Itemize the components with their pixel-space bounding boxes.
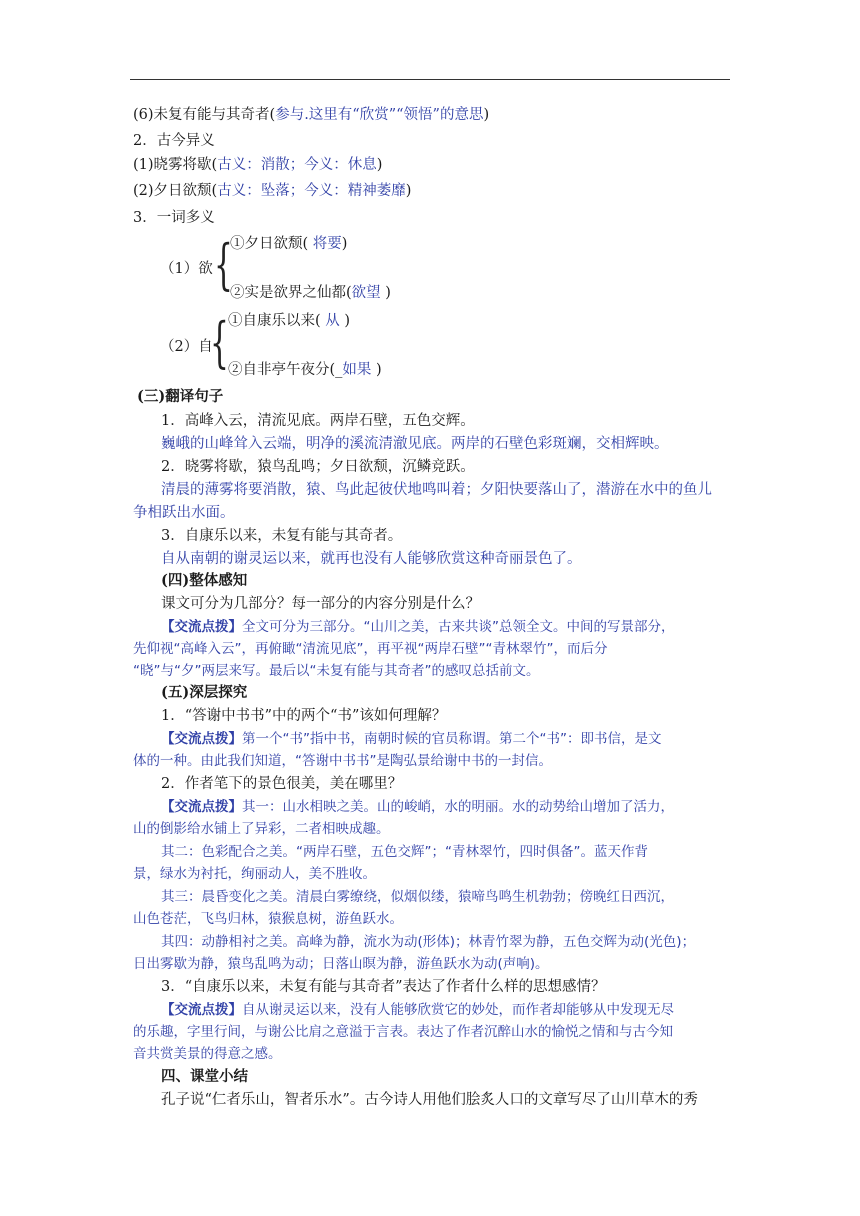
deep-answer-3 xyxy=(133,999,761,1021)
deep-answer-3-line: 自从谢灵运以来，没有人能够欣赏它的妙处，而作者却能够从中发现无尽 xyxy=(242,1002,674,1018)
deep-answer-1-line: 第一个“书”指中书，南朝时候的官员称谓。第二个“书”：即书信，是文 xyxy=(242,731,662,747)
gujin-item-1-text: (1)晓雾将歇( xyxy=(133,157,218,173)
deep-answer-1-line-2: 体的一种。由此我们知道，“答谢中书书”是陶弘景给谢中书的一封信。 xyxy=(133,753,552,769)
translate-answer-2-cont: 争相跃出水面。 xyxy=(133,505,235,521)
section-overall-title: (四)整体感知 xyxy=(161,572,248,589)
deep-answer-2-line-4: 景，绿水为衬托，绚丽动人，美不胜收。 xyxy=(133,866,376,882)
deep-answer-1 xyxy=(133,728,761,750)
deep-answer-3-line-2: 的乐趣，字里行间，与谢公比肩之意溢于言表。表达了作者沉醉山水的愉悦之情和与古今知 xyxy=(133,1024,673,1040)
gujin-item-1 xyxy=(133,154,733,176)
deep-answer-2-line-7: 其四：动静相衬之美。高峰为静，流水为动(形体)；林青竹翠为静，五色交辉为动(光色)； xyxy=(161,934,696,950)
zi-label: （2）自 xyxy=(160,339,213,355)
overall-answer xyxy=(133,616,761,638)
vocab-item-6 xyxy=(133,104,733,126)
vocab-item-6-note: 参与.这里有“欣赏”“领悟”的意思 xyxy=(275,107,484,123)
zi-item-a-answer: 从 xyxy=(325,313,340,329)
deep-answer-2-line-3: 其二：色彩配合之美。“两岸石壁，五色交辉”；“青林翠竹，四时俱备”。蓝天作背 xyxy=(161,844,648,860)
zi-item-a xyxy=(228,310,628,332)
paren: ) xyxy=(380,285,391,301)
translate-sentence-3: 3．自康乐以来，未复有能与其奇者。 xyxy=(161,528,403,544)
translate-answer-3: 自从南朝的谢灵运以来，就再也没有人能够欣赏这种奇丽景色了。 xyxy=(161,551,582,567)
yu-item-b xyxy=(230,282,630,304)
deep-question-2: 2．作者笔下的景色很美，美在哪里？ xyxy=(161,776,403,792)
yu-label: （1）欲 xyxy=(160,261,213,277)
translate-sentence-2: 2．晓雾将歇，猿鸟乱鸣；夕日欲颓，沉鳞竞跃。 xyxy=(161,459,475,475)
gujin-item-2-text: (2)夕日欲颓( xyxy=(133,183,218,199)
deep-answer-2-line-5: 其三：晨昏变化之美。清晨白雾缭绕，似烟似缕，猿啼鸟鸣生机勃勃；傍晚红日西沉， xyxy=(161,889,674,905)
yu-item-b-answer: 欲望 xyxy=(351,285,381,301)
paren: ) xyxy=(405,183,412,199)
header-rule xyxy=(130,79,730,80)
overall-answer-line: 全文可分为三部分。“山川之美，古来共谈”总领全文。中间的写景部分， xyxy=(242,619,675,635)
vocab-item-6-text: (6)未复有能与其奇者( xyxy=(133,107,276,123)
paren: ) xyxy=(376,157,383,173)
deep-answer-2-line-8: 日出雾歇为静，猿鸟乱鸣为动；日落山暝为静，游鱼跃水为动(声响)。 xyxy=(133,956,549,972)
yu-item-a xyxy=(230,233,630,255)
brace-icon: { xyxy=(214,233,233,296)
paren: ) xyxy=(339,313,351,329)
brace-icon: { xyxy=(210,311,229,374)
paren: ) xyxy=(483,107,490,123)
translate-answer-1: 巍峨的山峰耸入云端，明净的溪流清澈见底。两岸的石壁色彩斑斓，交相辉映。 xyxy=(161,436,669,452)
section-yici-title: 3．一词多义 xyxy=(133,210,215,226)
deep-answer-2-line-2: 山的倒影给水铺上了异彩，二者相映成趣。 xyxy=(133,821,390,837)
gujin-item-2-note: 古义：坠落；今义：精神萎靡 xyxy=(217,183,406,199)
overall-question: 课文可分为几部分？每一部分的内容分别是什么？ xyxy=(161,596,480,612)
tip-tag: 【交流点拨】 xyxy=(161,1002,242,1018)
translate-answer-2: 清晨的薄雾将要消散，猿、鸟此起彼伏地鸣叫着；夕阳快要落山了，潜游在水中的鱼儿 xyxy=(161,482,712,498)
section-translate-title: (三)翻译句子 xyxy=(137,388,224,405)
deep-answer-3-line-3: 音共赏美景的得意之感。 xyxy=(133,1046,282,1062)
gujin-item-2 xyxy=(133,180,733,202)
zi-item-b xyxy=(228,359,628,381)
section-gujin-title: 2．古今异义 xyxy=(133,133,215,149)
deep-answer-2-line-6: 山色苍茫，飞鸟归林，猿猴息树，游鱼跃水。 xyxy=(133,911,403,927)
tip-tag: 【交流点拨】 xyxy=(161,799,242,815)
deep-answer-2-line: 其一：山水相映之美。山的峻峭，水的明丽。水的动势给山增加了活力， xyxy=(242,799,674,815)
yu-item-b-text: ②实是欲界之仙都( xyxy=(230,285,352,301)
summary-text: 孔子说“仁者乐山，智者乐水”。古今诗人用他们脍炙人口的文章写尽了山川草木的秀 xyxy=(161,1092,698,1108)
deep-answer-2 xyxy=(133,796,761,818)
overall-answer-line-3: “晓”与“夕”两层来写。最后以“未复有能与其奇者”的感叹总括前文。 xyxy=(133,663,540,679)
paren: ) xyxy=(371,362,382,378)
deep-question-3: 3．“自康乐以来，未复有能与其奇者”表达了作者什么样的思想感情？ xyxy=(161,979,606,995)
deep-question-1: 1．“答谢中书书”中的两个“书”该如何理解？ xyxy=(161,708,447,724)
tip-tag: 【交流点拨】 xyxy=(161,619,242,635)
zi-item-b-text: ②自非亭午夜分(_ xyxy=(228,362,343,378)
zi-item-a-text: ①自康乐以来( xyxy=(228,313,326,329)
section-deep-title: (五)深层探究 xyxy=(161,684,248,701)
translate-sentence-1: 1．高峰入云，清流见底。两岸石壁，五色交辉。 xyxy=(161,413,475,429)
tip-tag: 【交流点拨】 xyxy=(161,731,242,747)
overall-answer-line-2: 先仰视“高峰入云”，再俯瞰“清流见底”，再平视“两岸石壁”“青林翠竹”，而后分 xyxy=(133,641,608,657)
zi-item-b-answer: 如果 xyxy=(342,362,372,378)
yu-item-a-answer: 将要 xyxy=(312,236,342,252)
section-summary-title: 四、课堂小结 xyxy=(161,1068,248,1085)
paren: ) xyxy=(341,236,348,252)
yu-item-a-text: ①夕日欲颓( xyxy=(230,236,313,252)
gujin-item-1-note: 古义：消散；今义：休息 xyxy=(217,157,377,173)
